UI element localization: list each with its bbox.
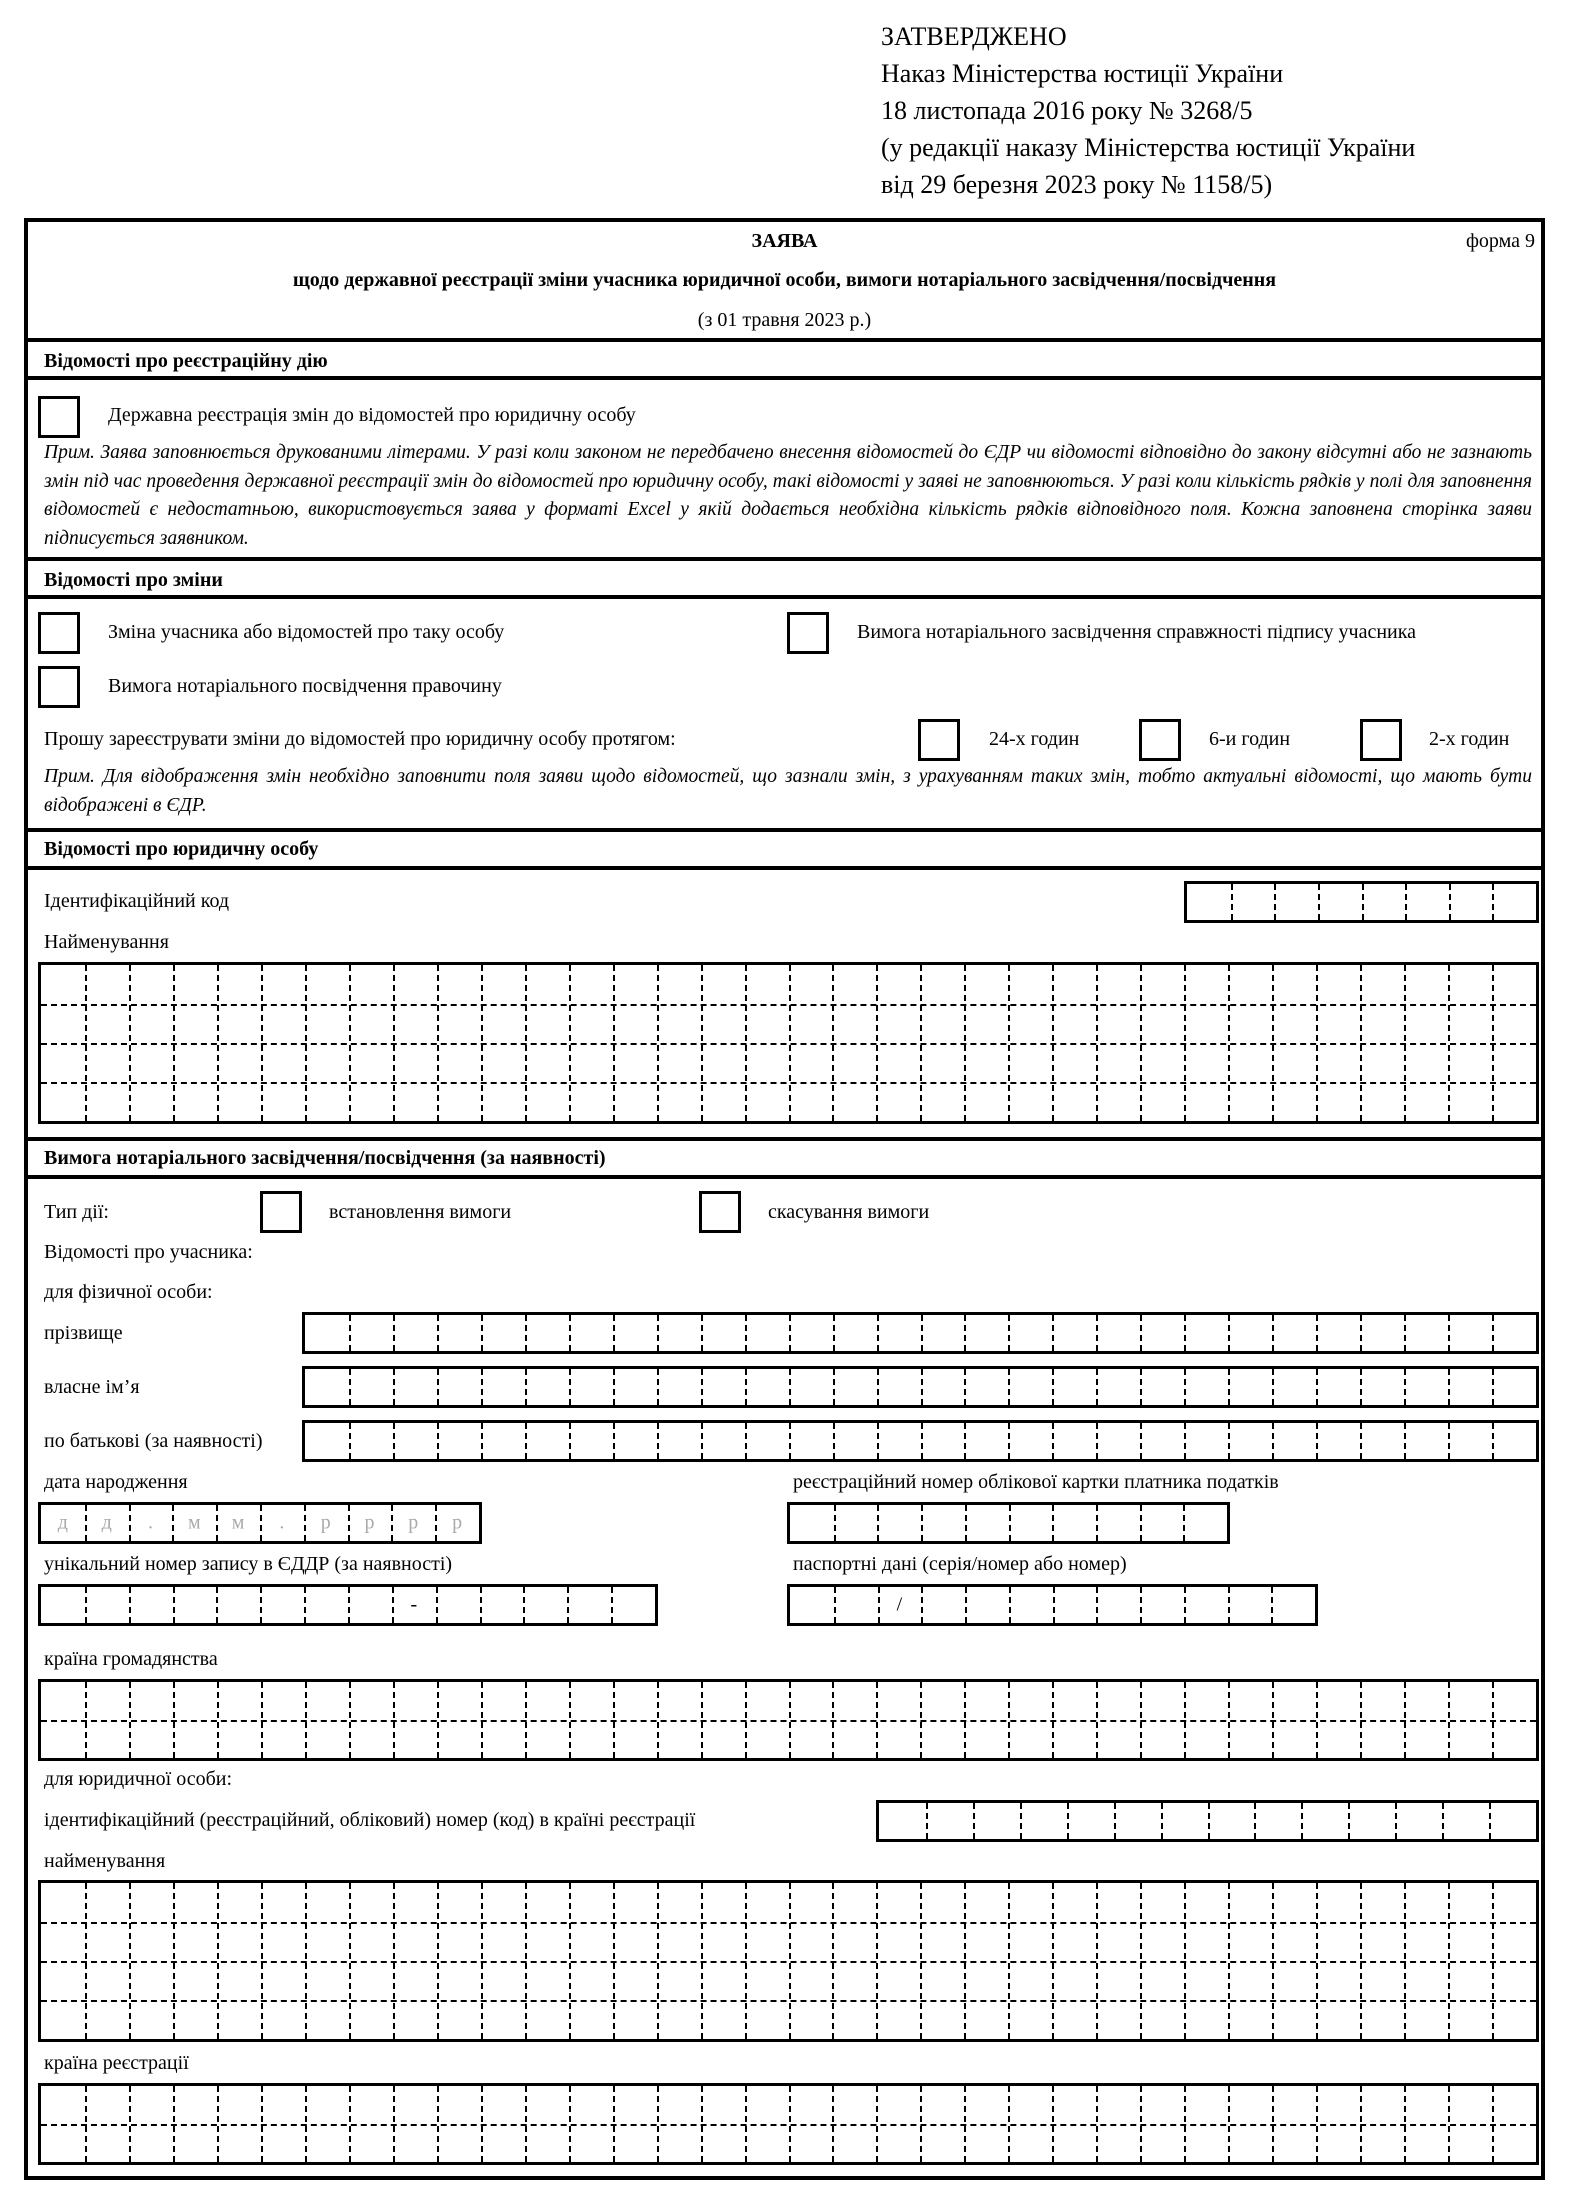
- approval-line: 18 листопада 2016 року № 3268/5: [881, 96, 1253, 125]
- action-type-label: Тип дії:: [44, 1201, 109, 1223]
- cell-divider: [1096, 1315, 1098, 1351]
- row-divider: [41, 1961, 1536, 1963]
- cell-divider: [921, 1505, 923, 1541]
- individual-label: для фізичної особи:: [44, 1281, 213, 1303]
- divider: [24, 338, 1545, 342]
- approval-line: (у редакції наказу Міністерства юстиції України: [881, 133, 1416, 162]
- cell-divider: [349, 1315, 351, 1351]
- cell-divider: [1449, 884, 1451, 920]
- cell-divider: [1096, 1505, 1098, 1541]
- registration-country-input[interactable]: [38, 2083, 1539, 2165]
- cell-divider: [1208, 1803, 1210, 1839]
- cell-divider: [1161, 1803, 1163, 1839]
- cell-divider: [1442, 1803, 1444, 1839]
- cell-divider: [1052, 1315, 1054, 1351]
- cell-divider: [569, 1369, 571, 1405]
- passport-label: паспортні дані (серія/номер або номер): [793, 1553, 1127, 1575]
- date-mask-char: м: [187, 1511, 201, 1534]
- birth-date-input[interactable]: [38, 1502, 482, 1544]
- checkbox-member-change[interactable]: [38, 612, 80, 654]
- cell-divider: [393, 1423, 395, 1459]
- date-mask-char: д: [57, 1511, 68, 1534]
- cell-divider: [1140, 1505, 1142, 1541]
- cell-divider: [965, 1505, 967, 1541]
- term-label: Прошу зареєструвати зміни до відомостей про юридичну особу протягом:: [44, 728, 676, 750]
- cell-divider: [1318, 884, 1320, 920]
- checkbox-action-set[interactable]: [260, 1191, 302, 1233]
- cell-divider: [877, 1505, 879, 1541]
- cell-divider: [833, 1369, 835, 1405]
- cell-divider: [349, 1369, 351, 1405]
- cell-divider: [613, 1423, 615, 1459]
- cell-divider: [525, 1423, 527, 1459]
- cell-divider: [260, 1587, 262, 1623]
- citizenship-label: країна громадянства: [44, 1648, 218, 1670]
- cell-divider: [1405, 884, 1407, 920]
- cell-divider: [1052, 1423, 1054, 1459]
- tax-number-label: реєстраційний номер облікової картки платника податків: [793, 1471, 1279, 1493]
- cell-divider: [436, 1587, 438, 1623]
- cell-divider: [1140, 1369, 1142, 1405]
- foreign-id-label: ідентифікаційний (реєстраційний, обліковий) номер (код) в країні реєстрації: [44, 1809, 696, 1831]
- section-title-requirement: Вимога нотаріального засвідчення/посвідчення (за наявності): [44, 1147, 606, 1169]
- row-divider: [41, 1004, 1536, 1006]
- cell-divider: [569, 1315, 571, 1351]
- cell-divider: [1301, 1803, 1303, 1839]
- cell-divider: [393, 1315, 395, 1351]
- cell-divider: [85, 1587, 87, 1623]
- divider: [24, 376, 1545, 380]
- date-mask-char: д: [101, 1511, 112, 1534]
- cell-divider: [525, 1315, 527, 1351]
- cell-divider: [1316, 1315, 1318, 1351]
- cell-divider: [1360, 1315, 1362, 1351]
- cell-divider: [1096, 1423, 1098, 1459]
- cell-divider: [789, 1369, 791, 1405]
- option-signature-requirement-label: Вимога нотаріального засвідчення справжності підпису учасника: [857, 621, 1417, 643]
- edr-record-input[interactable]: [38, 1584, 658, 1626]
- cell-divider: [1114, 1803, 1116, 1839]
- cell-divider: [657, 1369, 659, 1405]
- section-title-registration: Відомості про реєстраційну дію: [44, 350, 328, 372]
- approval-line: Наказ Міністерства юстиції України: [881, 59, 1284, 88]
- cell-divider: [878, 1587, 880, 1623]
- cell-divider: [1140, 1315, 1142, 1351]
- cell-divider: [1020, 1803, 1022, 1839]
- cell-divider: [833, 1315, 835, 1351]
- cell-divider: [1008, 1315, 1010, 1351]
- checkbox-term-24[interactable]: [918, 719, 960, 761]
- cell-divider: [833, 1423, 835, 1459]
- cell-divider: [481, 1315, 483, 1351]
- date-mask-char: .: [279, 1511, 285, 1534]
- cell-divider: [1140, 1587, 1142, 1623]
- cell-divider: [348, 1505, 350, 1541]
- cell-divider: [745, 1315, 747, 1351]
- checkbox-signature-requirement[interactable]: [787, 612, 829, 654]
- entity-name-input[interactable]: [38, 962, 1539, 1124]
- cell-divider: [657, 1423, 659, 1459]
- cell-divider: [1096, 1369, 1098, 1405]
- cell-divider: [393, 1369, 395, 1405]
- form-title: ЗАЯВА: [751, 230, 818, 252]
- cell-divider: [1008, 1423, 1010, 1459]
- cell-divider: [1228, 1423, 1230, 1459]
- cell-divider: [1096, 1587, 1098, 1623]
- tax-number-input[interactable]: [787, 1502, 1230, 1544]
- cell-divider: [1360, 1369, 1362, 1405]
- date-mask-char: р: [364, 1511, 375, 1534]
- cell-divider: [216, 1587, 218, 1623]
- section-title-entity: Відомості про юридичну особу: [44, 838, 319, 860]
- cell-divider: [1254, 1803, 1256, 1839]
- divider: [24, 557, 1545, 561]
- cell-divider: [964, 1315, 966, 1351]
- action-cancel-label: скасування вимоги: [768, 1201, 930, 1223]
- cell-divider: [613, 1369, 615, 1405]
- section-title-changes: Відомості про зміни: [44, 569, 223, 591]
- cell-divider: [1053, 1587, 1055, 1623]
- edr-record-label: унікальний номер запису в ЄДДР (за наявності): [44, 1553, 453, 1575]
- cell-divider: [1184, 1369, 1186, 1405]
- action-set-label: встановлення вимоги: [329, 1201, 512, 1223]
- cell-divider: [1492, 1369, 1494, 1405]
- separator-char: -: [410, 1593, 418, 1616]
- cell-divider: [613, 1315, 615, 1351]
- cell-divider: [921, 1369, 923, 1405]
- checkbox-term-6[interactable]: [1139, 719, 1181, 761]
- entity-name-label: Найменування: [44, 931, 169, 953]
- cell-divider: [1362, 884, 1364, 920]
- cell-divider: [701, 1423, 703, 1459]
- cell-divider: [1009, 1505, 1011, 1541]
- approval-line: ЗАТВЕРДЖЕНО: [881, 22, 1067, 51]
- participant-info-label: Відомості про учасника:: [44, 1241, 253, 1263]
- cell-divider: [834, 1587, 836, 1623]
- cell-divider: [437, 1369, 439, 1405]
- cell-divider: [1492, 1423, 1494, 1459]
- foreign-entity-name-input[interactable]: [38, 1880, 1539, 2042]
- cell-divider: [1316, 1369, 1318, 1405]
- id-code-input[interactable]: [1184, 881, 1539, 923]
- row-divider: [41, 2000, 1536, 2002]
- patronymic-input[interactable]: [302, 1420, 1539, 1462]
- birth-date-label: дата народження: [44, 1471, 188, 1493]
- cell-divider: [304, 1505, 306, 1541]
- checkbox-action-cancel[interactable]: [699, 1191, 741, 1233]
- date-mask-char: р: [320, 1511, 331, 1534]
- legal-entity-label: для юридичної особи:: [44, 1768, 233, 1790]
- cell-divider: [1052, 1505, 1054, 1541]
- cell-divider: [1274, 884, 1276, 920]
- cell-divider: [964, 1369, 966, 1405]
- cell-divider: [1448, 1423, 1450, 1459]
- entity-name-label-2: найменування: [44, 1850, 166, 1872]
- cell-divider: [567, 1587, 569, 1623]
- row-divider: [41, 1720, 1536, 1722]
- cell-divider: [1228, 1369, 1230, 1405]
- cell-divider: [392, 1587, 394, 1623]
- approval-header: [881, 18, 1415, 203]
- date-mask-char: р: [452, 1511, 463, 1534]
- checkbox-state-registration[interactable]: [38, 396, 80, 438]
- cell-divider: [1067, 1803, 1069, 1839]
- cell-divider: [1492, 1315, 1494, 1351]
- given-name-input[interactable]: [302, 1366, 1539, 1408]
- row-divider: [41, 2124, 1536, 2126]
- date-mask-char: м: [231, 1511, 245, 1534]
- cell-divider: [129, 1505, 131, 1541]
- cell-divider: [745, 1423, 747, 1459]
- cell-divider: [481, 1369, 483, 1405]
- divider: [24, 595, 1545, 599]
- form-date-note: (з 01 травня 2023 р.): [697, 309, 872, 331]
- cell-divider: [1404, 1315, 1406, 1351]
- cell-divider: [877, 1369, 879, 1405]
- cell-divider: [1272, 1315, 1274, 1351]
- cell-divider: [569, 1423, 571, 1459]
- date-mask-char: р: [408, 1511, 419, 1534]
- cell-divider: [1183, 1505, 1185, 1541]
- term-24-label: 24-х годин: [989, 728, 1080, 750]
- cell-divider: [1448, 1369, 1450, 1405]
- cell-divider: [877, 1423, 879, 1459]
- foreign-id-input[interactable]: [876, 1800, 1539, 1842]
- cell-divider: [1492, 884, 1494, 920]
- divider: [24, 828, 1545, 832]
- surname-label: прізвище: [44, 1322, 123, 1344]
- cell-divider: [172, 1505, 174, 1541]
- cell-divider: [701, 1369, 703, 1405]
- row-divider: [41, 1043, 1536, 1045]
- cell-divider: [921, 1587, 923, 1623]
- cell-divider: [789, 1315, 791, 1351]
- date-mask-char: .: [148, 1511, 153, 1534]
- option-state-registration-label: Державна реєстрація змін до відомостей про юридичну особу: [108, 404, 636, 426]
- cell-divider: [85, 1505, 87, 1541]
- cell-divider: [1052, 1369, 1054, 1405]
- cell-divider: [611, 1587, 613, 1623]
- cell-divider: [1489, 1803, 1491, 1839]
- cell-divider: [523, 1587, 525, 1623]
- cell-divider: [657, 1315, 659, 1351]
- cell-divider: [437, 1423, 439, 1459]
- form-subtitle: щодо державної реєстрації зміни учасника юридичної особи, вимоги нотаріального засвідчення/посвідчення: [292, 269, 1277, 291]
- given-name-label: власне ім’я: [44, 1376, 140, 1398]
- cell-divider: [525, 1369, 527, 1405]
- form-number: форма 9: [1465, 230, 1535, 252]
- separator-char: /: [896, 1593, 903, 1616]
- cell-divider: [437, 1315, 439, 1351]
- cell-divider: [1348, 1803, 1350, 1839]
- cell-divider: [964, 1423, 966, 1459]
- term-2-label: 2-х годин: [1429, 728, 1510, 750]
- divider: [24, 866, 1545, 870]
- passport-input[interactable]: [787, 1584, 1318, 1626]
- cell-divider: [1395, 1803, 1397, 1839]
- cell-divider: [1271, 1587, 1273, 1623]
- cell-divider: [745, 1369, 747, 1405]
- checkbox-term-2[interactable]: [1360, 719, 1402, 761]
- cell-divider: [1140, 1423, 1142, 1459]
- cell-divider: [1360, 1423, 1362, 1459]
- cell-divider: [435, 1505, 437, 1541]
- cell-divider: [349, 1423, 351, 1459]
- cell-divider: [973, 1803, 975, 1839]
- cell-divider: [1272, 1423, 1274, 1459]
- cell-divider: [877, 1315, 879, 1351]
- cell-divider: [789, 1423, 791, 1459]
- cell-divider: [1184, 1315, 1186, 1351]
- cell-divider: [481, 1423, 483, 1459]
- id-code-label: Ідентифікаційний код: [44, 890, 230, 912]
- row-divider: [41, 1922, 1536, 1924]
- cell-divider: [1184, 1587, 1186, 1623]
- row-divider: [41, 1082, 1536, 1084]
- divider: [24, 1137, 1545, 1141]
- cell-divider: [348, 1587, 350, 1623]
- approval-line: від 29 березня 2023 року № 1158/5): [881, 170, 1273, 199]
- changes-note: Прим. Для відображення змін необхідно заповнити поля заяви щодо відомостей, що зазнали змін, з урахуванням таких змін, тобто актуальні відомості, що мають бути відображені в ЄДР.: [44, 766, 1532, 816]
- cell-divider: [834, 1505, 836, 1541]
- cell-divider: [216, 1505, 218, 1541]
- cell-divider: [1316, 1423, 1318, 1459]
- option-deal-requirement-label: Вимога нотаріального посвідчення правочину: [108, 675, 502, 697]
- cell-divider: [1404, 1423, 1406, 1459]
- cell-divider: [304, 1587, 306, 1623]
- registration-note: Прим. Заява заповнюється друкованими літерами. У разі коли законом не передбачено внесення відомостей до ЄДР чи відомості відповідно до закону відсутні або не зазнають змін під час проведення державної реєстрації змін до відомостей про юридичну особу, такі відомості у заяві не заповнюються. У разі коли кількість рядків у полі для заповнення відомостей є недостатньою, використовується заява у форматі Excel у якій додається необхідна кількість рядків відповідного поля. Кожна заповнена сторінка заяви підписується заявником.: [44, 442, 1532, 549]
- term-6-label: 6-и годин: [1209, 728, 1291, 750]
- cell-divider: [129, 1587, 131, 1623]
- cell-divider: [1009, 1587, 1011, 1623]
- cell-divider: [1184, 1423, 1186, 1459]
- cell-divider: [1231, 884, 1233, 920]
- cell-divider: [173, 1587, 175, 1623]
- cell-divider: [1272, 1369, 1274, 1405]
- registration-country-label: країна реєстрації: [44, 2052, 189, 2074]
- cell-divider: [1404, 1369, 1406, 1405]
- cell-divider: [701, 1315, 703, 1351]
- cell-divider: [1228, 1587, 1230, 1623]
- cell-divider: [1228, 1315, 1230, 1351]
- cell-divider: [921, 1423, 923, 1459]
- patronymic-label: по батькові (за наявності): [44, 1430, 263, 1452]
- cell-divider: [260, 1505, 262, 1541]
- divider: [24, 1175, 1545, 1179]
- cell-divider: [480, 1587, 482, 1623]
- surname-input[interactable]: [302, 1312, 1539, 1354]
- cell-divider: [1448, 1315, 1450, 1351]
- option-member-change-label: Зміна учасника або відомостей про таку особу: [108, 621, 505, 643]
- cell-divider: [965, 1587, 967, 1623]
- cell-divider: [926, 1803, 928, 1839]
- citizenship-input[interactable]: [38, 1679, 1539, 1761]
- cell-divider: [391, 1505, 393, 1541]
- cell-divider: [1008, 1369, 1010, 1405]
- cell-divider: [921, 1315, 923, 1351]
- checkbox-deal-requirement[interactable]: [38, 666, 80, 708]
